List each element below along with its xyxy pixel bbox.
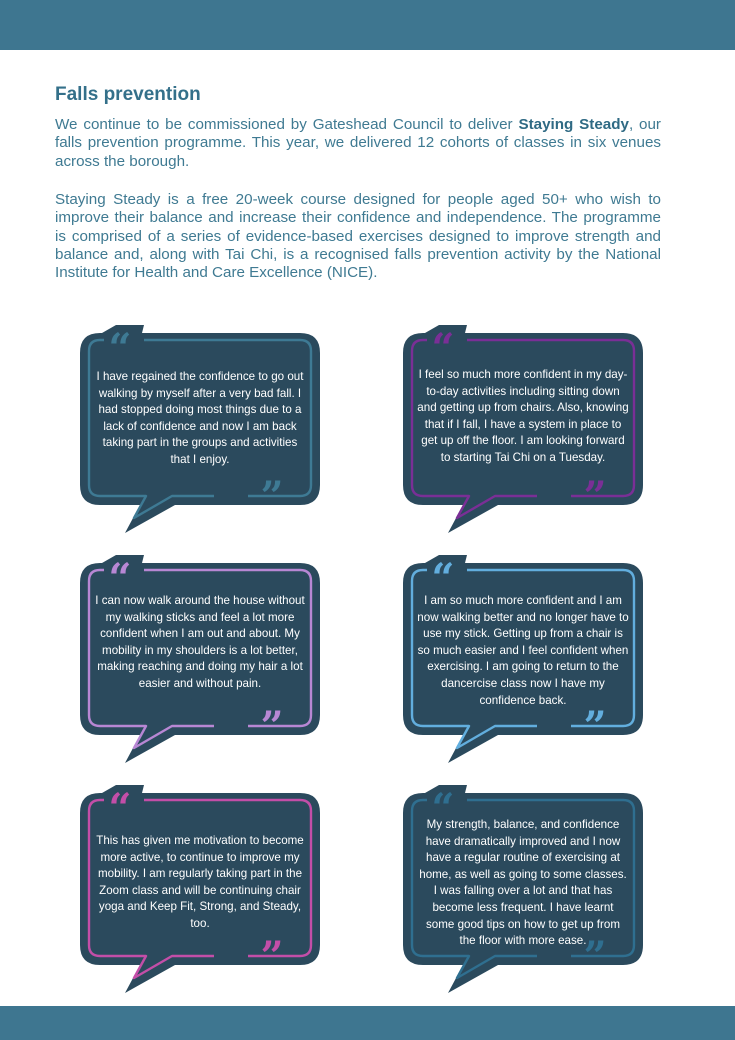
testimonial-card: [403, 785, 643, 995]
testimonial-text: I can now walk around the house without my walking sticks and feel a lot more confident when I am out and about. My mobility in my shoulders is a lot better, making reaching and doing my hair a lot easier and without pain.: [95, 594, 305, 690]
open-quote-icon: “: [431, 325, 455, 372]
close-quote-icon: ”: [260, 703, 284, 750]
close-quote-icon: ”: [260, 473, 284, 520]
close-quote-icon: ”: [260, 933, 284, 980]
testimonial-card: [403, 325, 643, 535]
open-quote-icon: “: [108, 325, 132, 372]
open-quote-icon: “: [108, 555, 132, 602]
open-quote-icon: “: [431, 785, 455, 832]
testimonial-card: [80, 785, 320, 995]
testimonial-text: This has given me motivation to become more active, to continue to improve my mobility. I am regularly taking part in the Zoom class and will be continuing chair yoga and Keep Fit, Strong, and Steady, too.: [96, 834, 304, 930]
testimonial-card: [80, 325, 320, 535]
close-quote-icon: ”: [583, 473, 607, 520]
footer-band: [0, 1006, 735, 1040]
header-band: [0, 0, 735, 50]
intro-text-start: We continue to be commissioned by Gateshead Council to deliver: [55, 116, 519, 133]
testimonial-card: [403, 555, 643, 765]
testimonial-text: My strength, balance, and confidence have dramatically improved and I now have a regular routine of exercising at home, as well as going to some classes. I was falling over a lot and that has become less frequent. I have learnt some good tips on how to get up from the floor with more ease.: [419, 818, 627, 948]
testimonial-card: [80, 555, 320, 765]
testimonial-text: I am so much more confident and I am now walking better and no longer have to use my stick. Getting up from a chair is so much easier and I feel confident when exercising. I am going to return to the dancercise class now I have my confidence back.: [417, 594, 629, 707]
testimonial-text: I have regained the confidence to go out walking by myself after a very bad fall. I had stopped doing most things due to a lack of confidence and now I am back taking part in the groups and activities that I enjoy.: [96, 370, 304, 466]
intro-text-end: , our falls prevention programme. This year, we delivered 12 cohorts of classes in six venues across the borough.: [55, 116, 661, 170]
open-quote-icon: “: [108, 785, 132, 832]
programme-name: Staying Steady: [518, 116, 629, 133]
close-quote-icon: ”: [583, 933, 607, 980]
section-heading: Falls prevention: [55, 84, 201, 105]
programme-description: Staying Steady is a free 20-week course designed for people aged 50+ who wish to improve their balance and increase their confidence and independence. The programme is comprised of a series of evidence-based exercises designed to improve strength and balance and, along with Tai Chi, is a recognised falls prevention activity by the National Institute for Health and Care Excellence (NICE).: [55, 191, 661, 282]
intro-paragraph: [55, 116, 661, 171]
close-quote-icon: ”: [583, 703, 607, 750]
testimonial-text: I feel so much more confident in my day-to-day activities including sitting down and getting up from chairs. Also, knowing that if I fall, I have a system in place to get up off the floor. I am looking forward to starting Tai Chi on a Tuesday.: [417, 368, 629, 464]
open-quote-icon: “: [431, 555, 455, 602]
